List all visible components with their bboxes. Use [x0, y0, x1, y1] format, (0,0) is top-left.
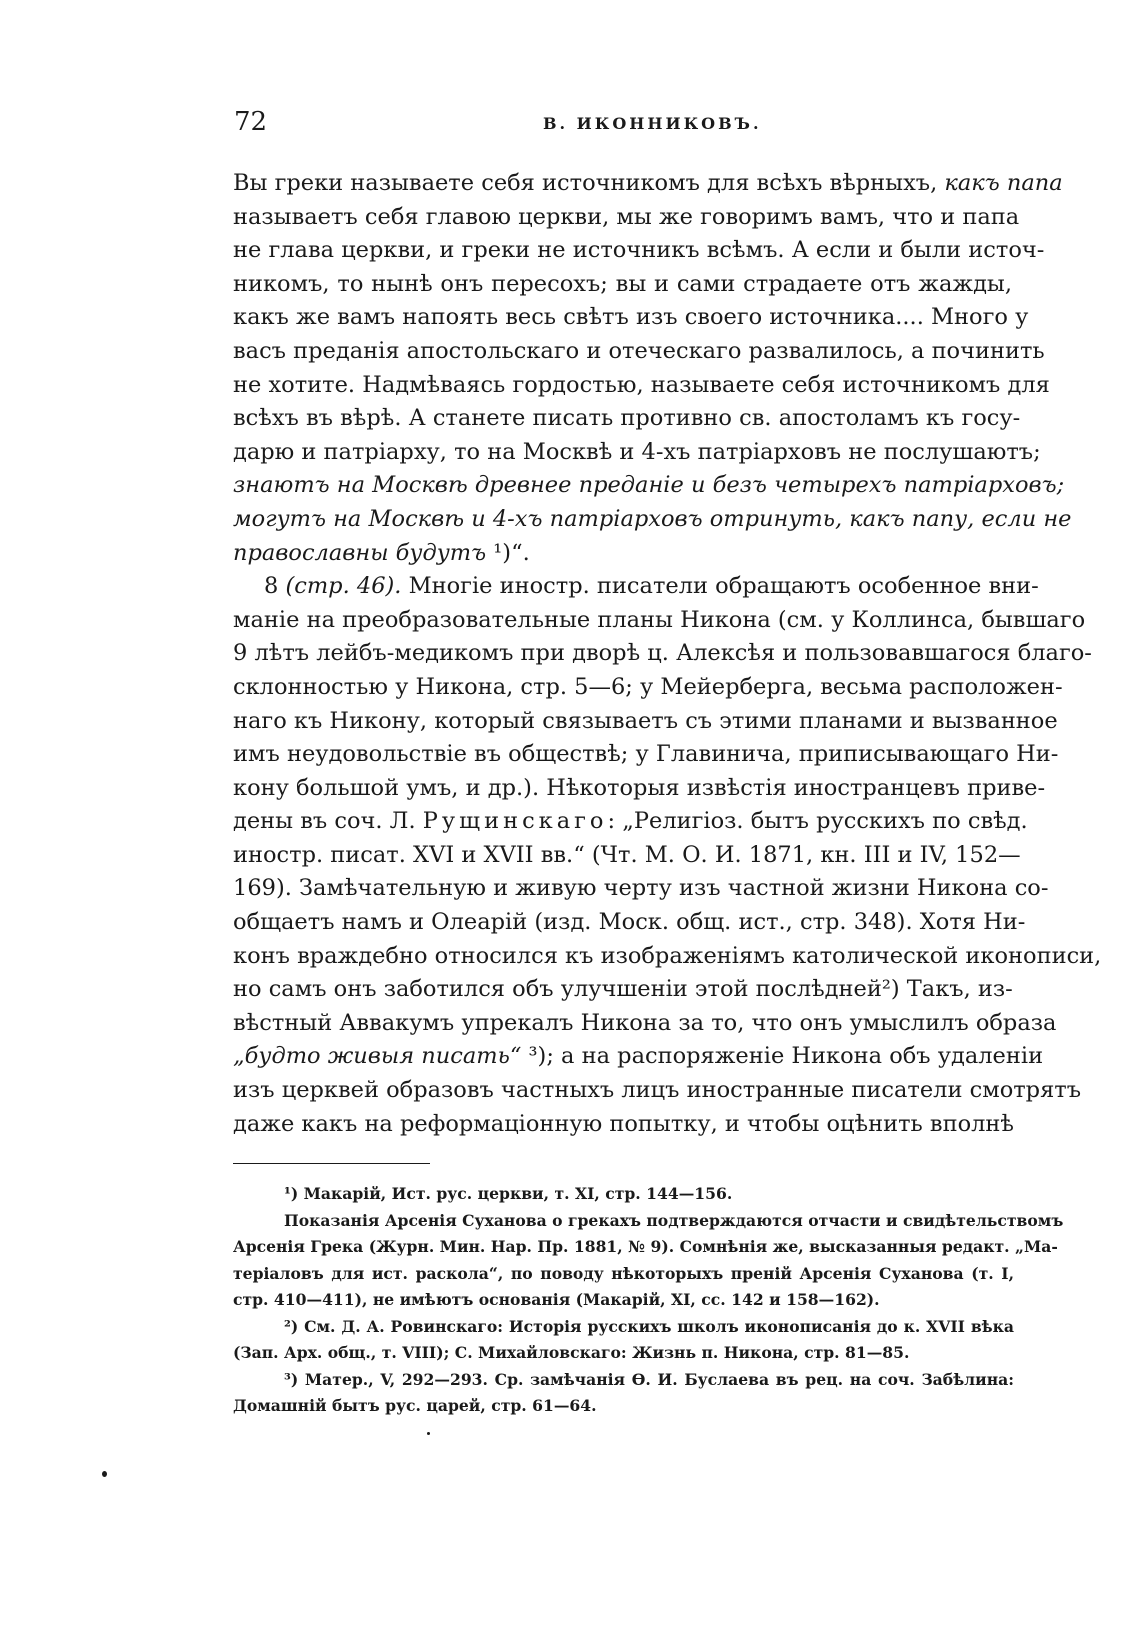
text-line: кону большой умъ, и др.). Нѣкоторыя извѣстія иностранцевъ приве- — [233, 774, 1046, 801]
text-line: маніе на преобразовательные планы Никона (см. у Коллинса, бывшаго — [233, 606, 1086, 633]
footnote-line: (Зап. Арх. общ., т. VIII); С. Михайловскаго: Жизнь п. Никона, стр. 81—85. — [233, 1343, 910, 1362]
text-line: имъ неудовольствіе въ обществѣ; у Главинича, приписывающаго Ни- — [233, 741, 1059, 768]
text-line: дарю и патріарху, то на Москвѣ и 4-хъ патріарховъ не послушаютъ; — [233, 438, 1041, 465]
text-line: православны будутъ ¹)“. — [233, 539, 530, 566]
text-line: васъ преданія апостольскаго и отеческаго развалилось, а починить — [233, 337, 1045, 364]
footnote-line: ³) Матер., V, 292—293. Ср. замѣчанія Ѳ. И. Буслаева въ рец. на соч. Забѣлина: — [284, 1369, 1014, 1389]
text-line: иностр. писат. XVI и XVII вв.“ (Чт. М. О. И. 1871, кн. III и IV, 152— — [233, 841, 1021, 868]
main-text — [233, 167, 1102, 1141]
running-title: В. ИКОННИКОВЪ. — [543, 114, 762, 133]
text-line: не глава церкви, и греки не источникъ всѣмъ. А если и были источ- — [233, 237, 1045, 264]
text-line: какъ же вамъ напоять весь свѣтъ изъ своего источника.... Много у — [233, 304, 1029, 331]
text-line: 8 (стр. 46). Многіе иностр. писатели обращаютъ особенное вни- — [264, 573, 1039, 600]
text-line: даже какъ на реформаціонную попытку, и чтобы оцѣнить вполнѣ — [233, 1110, 1014, 1137]
footnote-line: Показанія Арсенія Суханова о грекахъ подтверждаются отчасти и свидѣтельствомъ — [284, 1210, 1064, 1230]
footnote-line: Арсенія Грека (Журн. Мин. Нар. Пр. 1881, № 9). Сомнѣнія же, высказанныя редакт. „Ма- — [233, 1237, 1058, 1256]
text-line: не хотите. Надмѣваясь гордостью, называете себя источникомъ для — [233, 371, 1050, 398]
footnotes — [233, 1181, 1064, 1420]
text-line: вѣстный Аввакумъ упрекалъ Никона за то, что онъ умыслилъ образа — [233, 1009, 1057, 1036]
text-line: но самъ онъ заботился объ улучшеніи этой послѣдней²) Такъ, из- — [233, 976, 1013, 1003]
scan-speck — [102, 1471, 107, 1477]
footnote-line: ²) См. Д. А. Ровинскаго: Исторія русскихъ школъ иконописанія до к. XVII вѣка — [284, 1316, 1014, 1336]
text-line: склонностью у Никона, стр. 5—6; у Мейерберга, весьма расположен- — [233, 673, 1063, 700]
footnote-line: стр. 410—411), не имѣютъ основанія (Макарій, XI, сс. 142 и 158—162). — [233, 1290, 880, 1309]
text-line: конъ враждебно относился къ изображеніямъ католической иконописи, — [233, 942, 1102, 969]
text-line: никомъ, то нынѣ онъ пересохъ; вы и сами страдаете отъ жажды, — [233, 270, 1012, 297]
footnote-line: Домашній бытъ рус. царей, стр. 61—64. — [233, 1396, 597, 1415]
page-number: 72 — [234, 107, 268, 137]
text-line: дены въ соч. Л. Рущинскаго: „Религіоз. бытъ русскихъ по свѣд. — [233, 808, 1028, 835]
scan-speck — [427, 1432, 430, 1435]
footnote-line: теріаловъ для ист. раскола“, по поводу нѣкоторыхъ преній Арсенія Суханова (т. I, — [233, 1263, 1014, 1283]
text-line: знаютъ на Москвѣ древнее преданіе и безъ четырехъ патріарховъ; — [233, 472, 1065, 499]
text-line: общаетъ намъ и Олеарій (изд. Моск. общ. ист., стр. 348). Хотя Ни- — [233, 909, 1026, 936]
text-line: называетъ себя главою церкви, мы же говоримъ вамъ, что и папа — [233, 203, 1020, 230]
footnote-rule — [233, 1163, 430, 1164]
text-line: изъ церквей образовъ частныхъ лицъ иностранные писатели смотрятъ — [233, 1077, 1082, 1104]
text-line: всѣхъ въ вѣрѣ. А станете писать противно св. апостоламъ къ госу- — [233, 405, 1021, 432]
text-line: Вы греки называете себя источникомъ для всѣхъ вѣрныхъ, какъ папа — [233, 170, 1063, 196]
text-line: наго къ Никону, который связываетъ съ этими планами и вызванное — [233, 707, 1058, 734]
text-line: 169). Замѣчательную и живую черту изъ частной жизни Никона со- — [233, 875, 1049, 902]
text-line: 9 лѣтъ лейбъ-медикомъ при дворѣ ц. Алексѣя и пользовавшагося благо- — [233, 640, 1092, 667]
footnote-line: ¹) Макарій, Ист. рус. церкви, т. XI, стр. 144—156. — [284, 1184, 733, 1203]
text-line: „будто живыя писать“ ³); а на распоряженіе Никона объ удаленіи — [233, 1043, 1044, 1070]
text-line: могутъ на Москвѣ и 4-хъ патріарховъ отринуть, какъ папу, если не — [233, 505, 1072, 532]
